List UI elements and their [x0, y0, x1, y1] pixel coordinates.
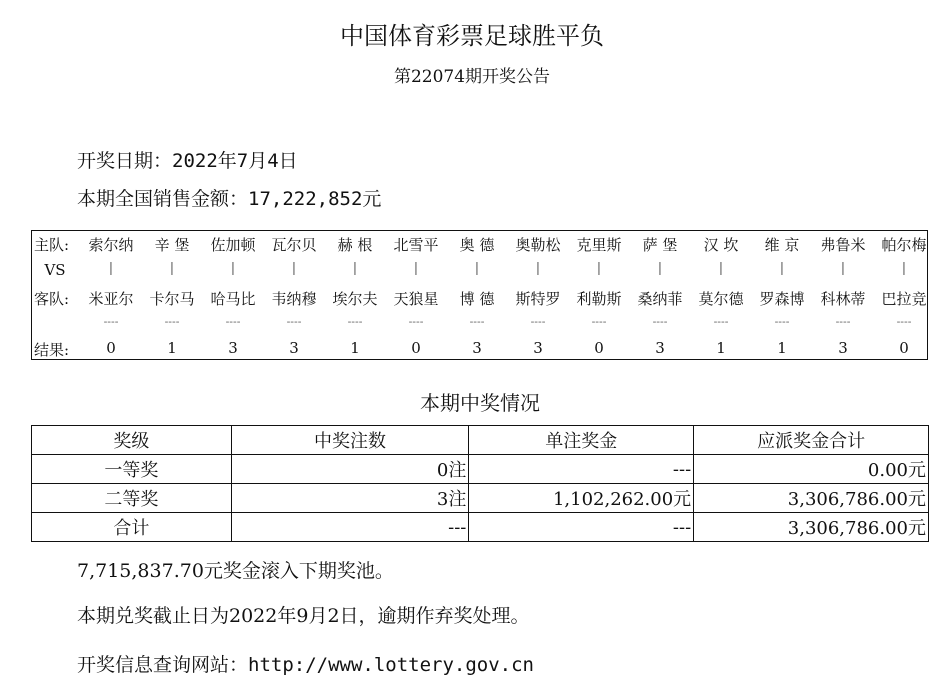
home-team: 北雪平	[393, 236, 439, 254]
away-team: 韦纳穆	[271, 290, 317, 308]
draw-date-line	[77, 146, 298, 173]
result-row-label: 结果:	[34, 341, 70, 359]
prize-table-header-row	[32, 426, 929, 455]
vs-separator: |	[230, 261, 236, 276]
home-team: 辛 堡	[154, 236, 190, 254]
away-team: 哈马比	[210, 290, 256, 308]
match-result: 1	[167, 339, 177, 357]
match-result: 3	[228, 339, 238, 357]
match-result: 3	[289, 339, 299, 357]
dash-separator: ----	[225, 315, 241, 328]
home-team: 萨 堡	[642, 236, 678, 254]
dash-separator: ----	[774, 315, 790, 328]
away-team: 罗森博	[759, 290, 805, 308]
page-subtitle: 第22074期开奖公告	[393, 67, 551, 87]
per-bet-prize-cell: 1,102,262.00元	[469, 484, 694, 513]
website-link[interactable]: http://www.lottery.gov.cn	[248, 654, 534, 676]
sales-value: 17,222,852	[248, 188, 363, 210]
vs-separator: |	[474, 261, 480, 276]
draw-date-label: 开奖日期：	[77, 150, 173, 172]
prize-level-cell: 合计	[32, 513, 232, 542]
page-title: 中国体育彩票足球胜平负	[340, 22, 604, 50]
dash-separator: ----	[652, 315, 668, 328]
match-results-box	[31, 230, 928, 360]
vs-separator: |	[535, 261, 541, 276]
vs-row-label: VS	[44, 261, 66, 279]
away-row-label: 客队:	[34, 290, 70, 308]
home-row-label: 主队:	[34, 236, 70, 254]
vs-separator: |	[596, 261, 602, 276]
sales-label: 本期全国销售金额：	[77, 188, 249, 210]
header-winning-count: 中奖注数	[231, 426, 469, 455]
match-result: 1	[777, 339, 787, 357]
sales-line	[77, 184, 381, 211]
winning-count-cell: ---	[231, 513, 469, 542]
vs-separator: |	[718, 261, 724, 276]
match-result: 3	[838, 339, 848, 357]
vs-separator: |	[779, 261, 785, 276]
match-result: 1	[350, 339, 360, 357]
dash-separator: ----	[347, 315, 363, 328]
vs-separator: |	[169, 261, 175, 276]
per-bet-prize-cell: ---	[469, 513, 694, 542]
match-result: 3	[533, 339, 543, 357]
dash-separator: ----	[530, 315, 546, 328]
website-line	[77, 650, 534, 677]
dash-separator: ----	[469, 315, 485, 328]
home-team: 瓦尔贝	[271, 236, 317, 254]
away-team: 巴拉竞	[881, 290, 927, 308]
vs-separator: |	[108, 261, 114, 276]
header-prize-level: 奖级	[32, 426, 232, 455]
sales-unit: 元	[362, 188, 382, 210]
prize-level-cell: 二等奖	[32, 484, 232, 513]
away-team: 斯特罗	[515, 290, 561, 308]
vs-separator: |	[413, 261, 419, 276]
dash-separator: ----	[103, 315, 119, 328]
dash-separator: ----	[286, 315, 302, 328]
table-row	[32, 513, 929, 542]
match-result: 0	[899, 339, 909, 357]
vs-separator: |	[291, 261, 297, 276]
header-per-bet-prize: 单注奖金	[469, 426, 694, 455]
vs-separator: |	[840, 261, 846, 276]
home-team: 克里斯	[576, 236, 622, 254]
total-prize-cell: 3,306,786.00元	[694, 484, 929, 513]
dash-separator: ----	[896, 315, 912, 328]
home-team: 维 京	[764, 236, 800, 254]
away-team: 天狼星	[393, 290, 439, 308]
away-team: 莫尔德	[698, 290, 744, 308]
away-team: 卡尔马	[149, 290, 195, 308]
away-team: 博 德	[459, 290, 495, 308]
away-team: 米亚尔	[88, 290, 134, 308]
home-team: 索尔纳	[88, 236, 134, 254]
away-team: 利勒斯	[576, 290, 622, 308]
home-team: 赫 根	[337, 236, 373, 254]
total-prize-cell: 3,306,786.00元	[694, 513, 929, 542]
rollover-text: 7,715,837.70元奖金滚入下期奖池。	[77, 560, 394, 582]
winning-count-cell: 3注	[231, 484, 469, 513]
prize-level-cell: 一等奖	[32, 455, 232, 484]
website-label: 开奖信息查询网站：	[77, 654, 249, 676]
match-result: 0	[106, 339, 116, 357]
home-team: 汉 坎	[703, 236, 739, 254]
home-team: 奥 德	[459, 236, 495, 254]
dash-separator: ----	[713, 315, 729, 328]
match-result: 1	[716, 339, 726, 357]
draw-date-value: 2022年7月4日	[172, 150, 298, 172]
dash-separator: ----	[408, 315, 424, 328]
dash-separator: ----	[164, 315, 180, 328]
home-team: 奥勒松	[515, 236, 561, 254]
deadline-text: 本期兑奖截止日为2022年9月2日，逾期作弃奖处理。	[77, 605, 530, 627]
header-total-prize: 应派奖金合计	[694, 426, 929, 455]
match-result: 3	[472, 339, 482, 357]
dash-separator: ----	[835, 315, 851, 328]
away-team: 桑纳菲	[637, 290, 683, 308]
home-team: 帕尔梅	[881, 236, 927, 254]
vs-separator: |	[657, 261, 663, 276]
away-team: 科林蒂	[820, 290, 866, 308]
table-row	[32, 455, 929, 484]
match-result: 0	[594, 339, 604, 357]
away-team: 埃尔夫	[332, 290, 378, 308]
prize-table	[31, 425, 929, 542]
dash-separator: ----	[591, 315, 607, 328]
prize-section-title: 本期中奖情况	[420, 391, 540, 415]
home-team: 佐加顿	[210, 236, 256, 254]
vs-separator: |	[352, 261, 358, 276]
match-result: 3	[655, 339, 665, 357]
winning-count-cell: 0注	[231, 455, 469, 484]
per-bet-prize-cell: ---	[469, 455, 694, 484]
home-team: 弗鲁米	[820, 236, 866, 254]
match-result: 0	[411, 339, 421, 357]
table-row	[32, 484, 929, 513]
total-prize-cell: 0.00元	[694, 455, 929, 484]
vs-separator: |	[901, 261, 907, 276]
